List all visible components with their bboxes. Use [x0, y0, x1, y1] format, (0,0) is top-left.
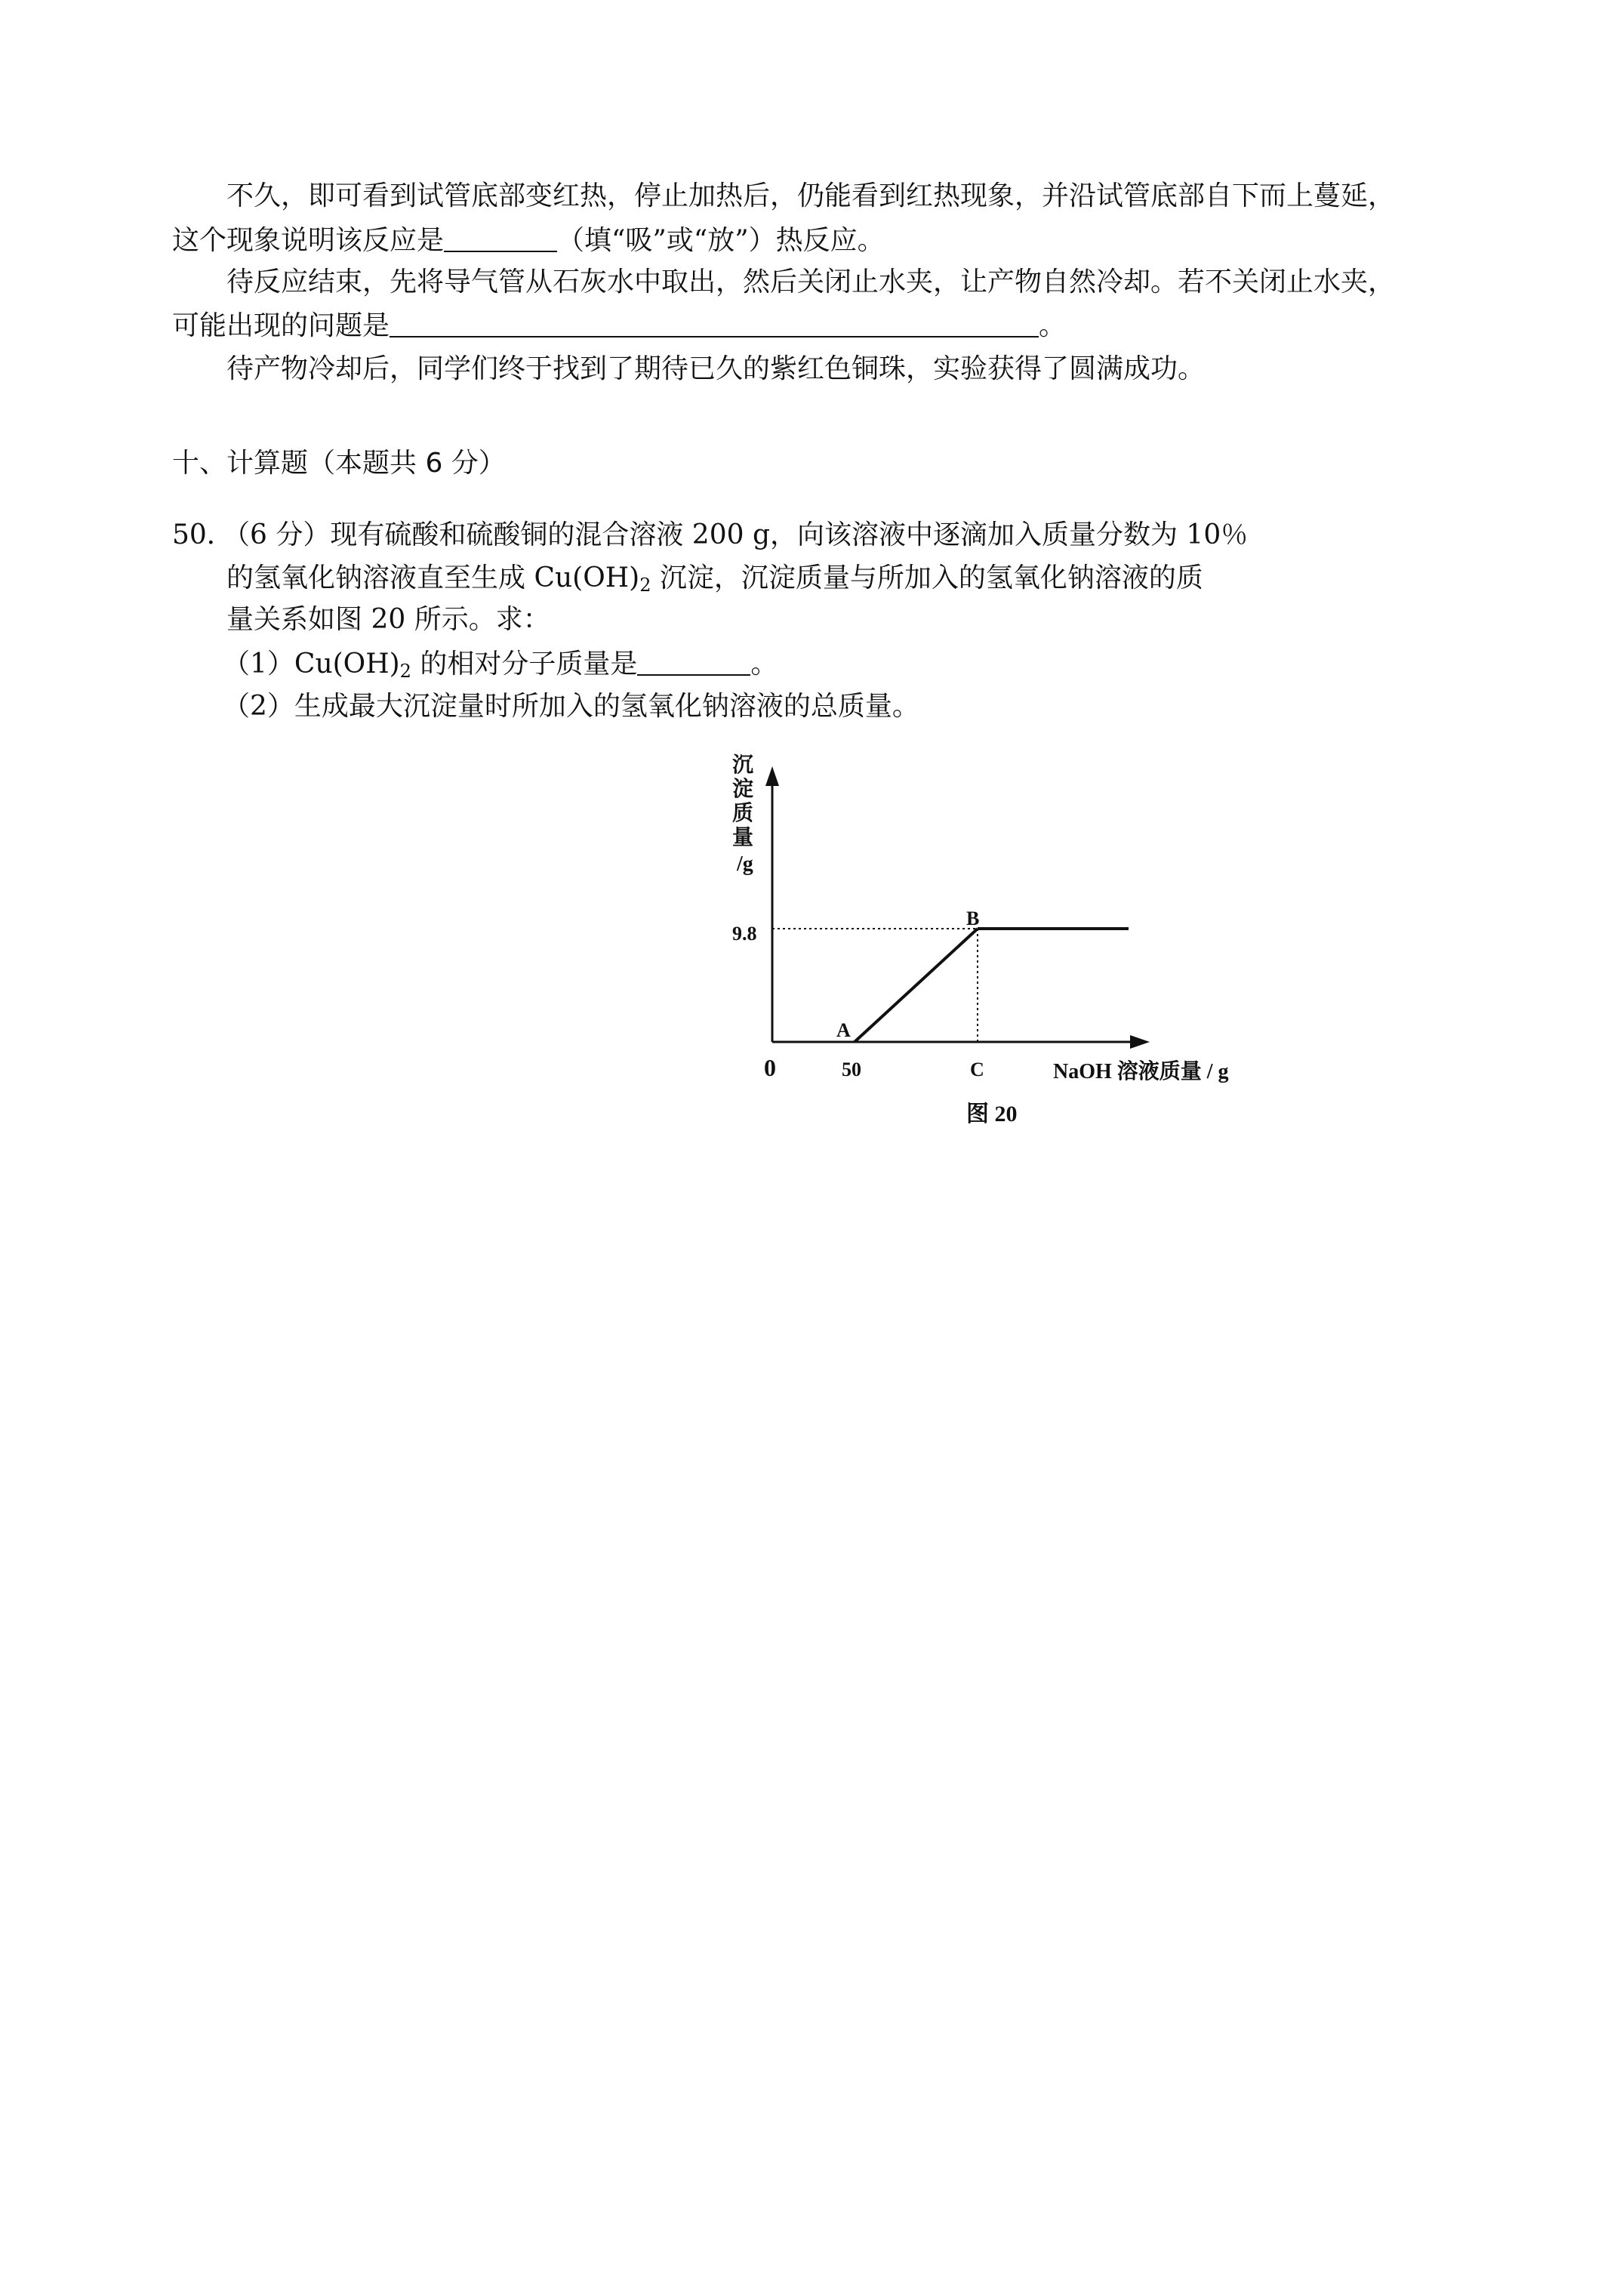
y-tick-label: 9.8 [732, 923, 757, 945]
answer-blank-problem [390, 309, 1039, 337]
passage-p2-line1: 待反应结束，先将导气管从石灰水中取出，然后关闭止水夹，让产物自然冷却。若不关闭止水夹， [226, 267, 1396, 297]
y-axis-arrow [765, 766, 779, 786]
y-axis-label-char-3: 质 [732, 802, 754, 825]
point-label-a: A [836, 1019, 851, 1041]
x-axis-arrow [1130, 1035, 1150, 1049]
answer-blank-reaction-type [444, 223, 557, 252]
passage-p3-line1: 待产物冷却后，同学们终于找到了期待已久的紫红色铜珠，实验获得了圆满成功。 [226, 353, 1206, 384]
point-label-b: B [966, 908, 980, 929]
x-axis-label: NaOH 溶液质量 / g [1053, 1060, 1229, 1083]
y-axis-label-char-1: 沉 [732, 754, 754, 777]
question-number: 50． [172, 519, 234, 550]
passage-p2-line2: 可能出现的问题是 。 [172, 310, 1067, 341]
question-line2: 的氢氧化钠溶液直至生成 $Cu(OH)_2$ 沉淀，沉淀质量与所加入的氢氧化钠溶液的质 [226, 562, 1203, 596]
y-axis-label-char-4: 量 [732, 826, 754, 849]
figure-20-chart [717, 744, 1291, 1144]
data-line-rising [855, 929, 978, 1042]
section-title: 十、计算题（本题共 6 分） [172, 448, 506, 479]
y-axis-label-char-2: 淀 [732, 778, 754, 801]
question-item-2: （2）生成最大沉淀量时所加入的氢氧化钠溶液的总质量。 [223, 691, 919, 722]
figure-caption: 图 20 [966, 1102, 1018, 1126]
y-axis-unit: /g [737, 852, 753, 876]
x-tick-label-50: 50 [842, 1059, 861, 1080]
answer-blank-molar-mass [637, 647, 750, 676]
question-item-1: $(1)Cu(OH)_2$ 的相对分子质量是 。 [223, 649, 778, 682]
passage-p1-line1: 不久，即可看到试管底部变红热，停止加热后，仍能看到红热现象，并沿试管底部自下而上蔓延， [226, 180, 1396, 211]
question-line3: 量关系如图 20 所示。求： [226, 604, 550, 635]
x-tick-label-c: C [970, 1059, 984, 1080]
origin-label: 0 [764, 1054, 776, 1081]
question-line1: （6 分）现有硫酸和硫酸铜的混合溶液 200 g，向该溶液中逐滴加入质量分数为 10％ [223, 519, 1249, 550]
passage-p1-line2: 这个现象说明该反应是 （填“吸”或“放”）热反应。 [172, 225, 885, 256]
